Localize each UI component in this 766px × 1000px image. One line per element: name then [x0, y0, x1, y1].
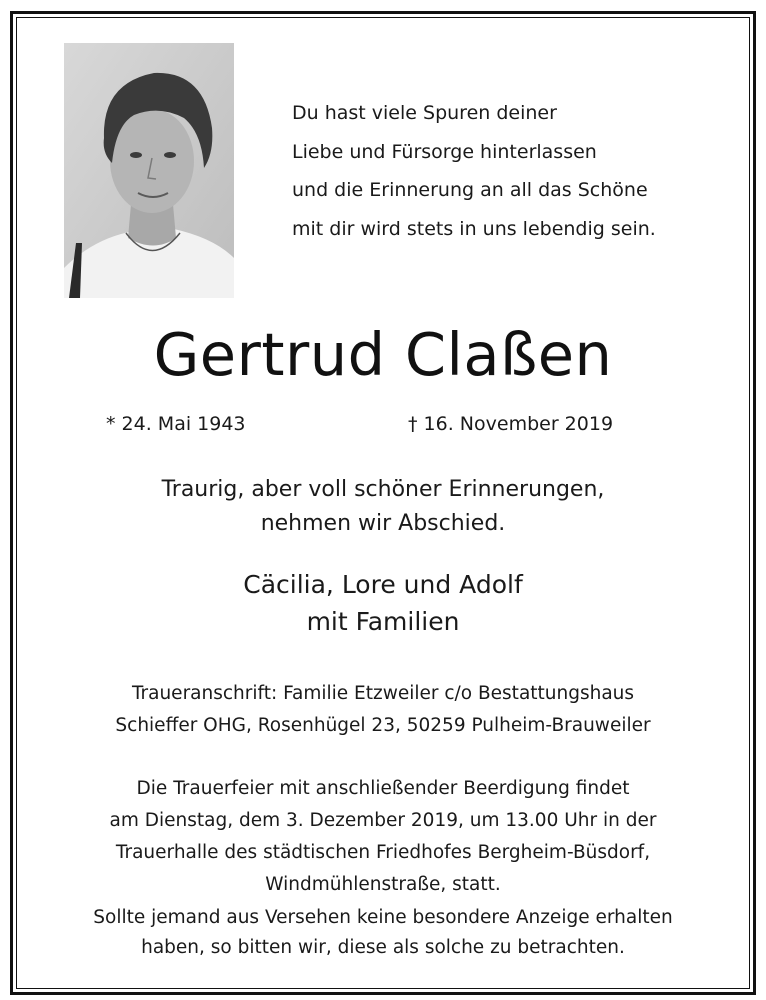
- closing-note: [0, 903, 766, 963]
- poem-line: Du hast viele Spuren deiner: [292, 102, 557, 124]
- death-date: † 16. November 2019: [408, 413, 614, 435]
- farewell-line: nehmen wir Abschied.: [260, 511, 506, 536]
- poem-line: mit dir wird stets in uns lebendig sein.: [292, 217, 656, 240]
- service-line: Windmühlenstraße, statt.: [265, 874, 501, 895]
- note-line: haben, so bitten wir, diese als solche zu betrachten.: [141, 937, 625, 958]
- poem-line: Liebe und Fürsorge hinterlassen: [292, 140, 597, 163]
- birth-date: * 24. Mai 1943: [106, 413, 246, 435]
- service-line: Die Trauerfeier mit anschließender Beerdigung findet: [136, 778, 630, 799]
- funeral-service-info: [0, 773, 766, 901]
- deceased-name: Gertrud Claßen: [153, 320, 613, 389]
- address-line: Traueranschrift: Familie Etzweiler c/o Bestattungshaus: [131, 683, 635, 704]
- mourning-address: [0, 678, 766, 742]
- farewell-text: [0, 473, 766, 541]
- mourners: [0, 566, 766, 640]
- mourners-line: Cäcilia, Lore und Adolf: [243, 570, 523, 599]
- mourners-line: mit Familien: [306, 607, 460, 636]
- service-line: Trauerhalle des städtischen Friedhofes Bergheim-Büsdorf,: [115, 842, 651, 863]
- address-line: Schieffer OHG, Rosenhügel 23, 50259 Pulheim-Brauweiler: [115, 715, 651, 736]
- portrait-photo: [64, 43, 234, 298]
- poem: [292, 94, 732, 248]
- farewell-line: Traurig, aber voll schöner Erinnerungen,: [161, 477, 605, 502]
- note-line: Sollte jemand aus Versehen keine besondere Anzeige erhalten: [93, 907, 673, 928]
- service-line: am Dienstag, dem 3. Dezember 2019, um 13.00 Uhr in der: [109, 810, 657, 831]
- poem-line: und die Erinnerung an all das Schöne: [292, 179, 648, 201]
